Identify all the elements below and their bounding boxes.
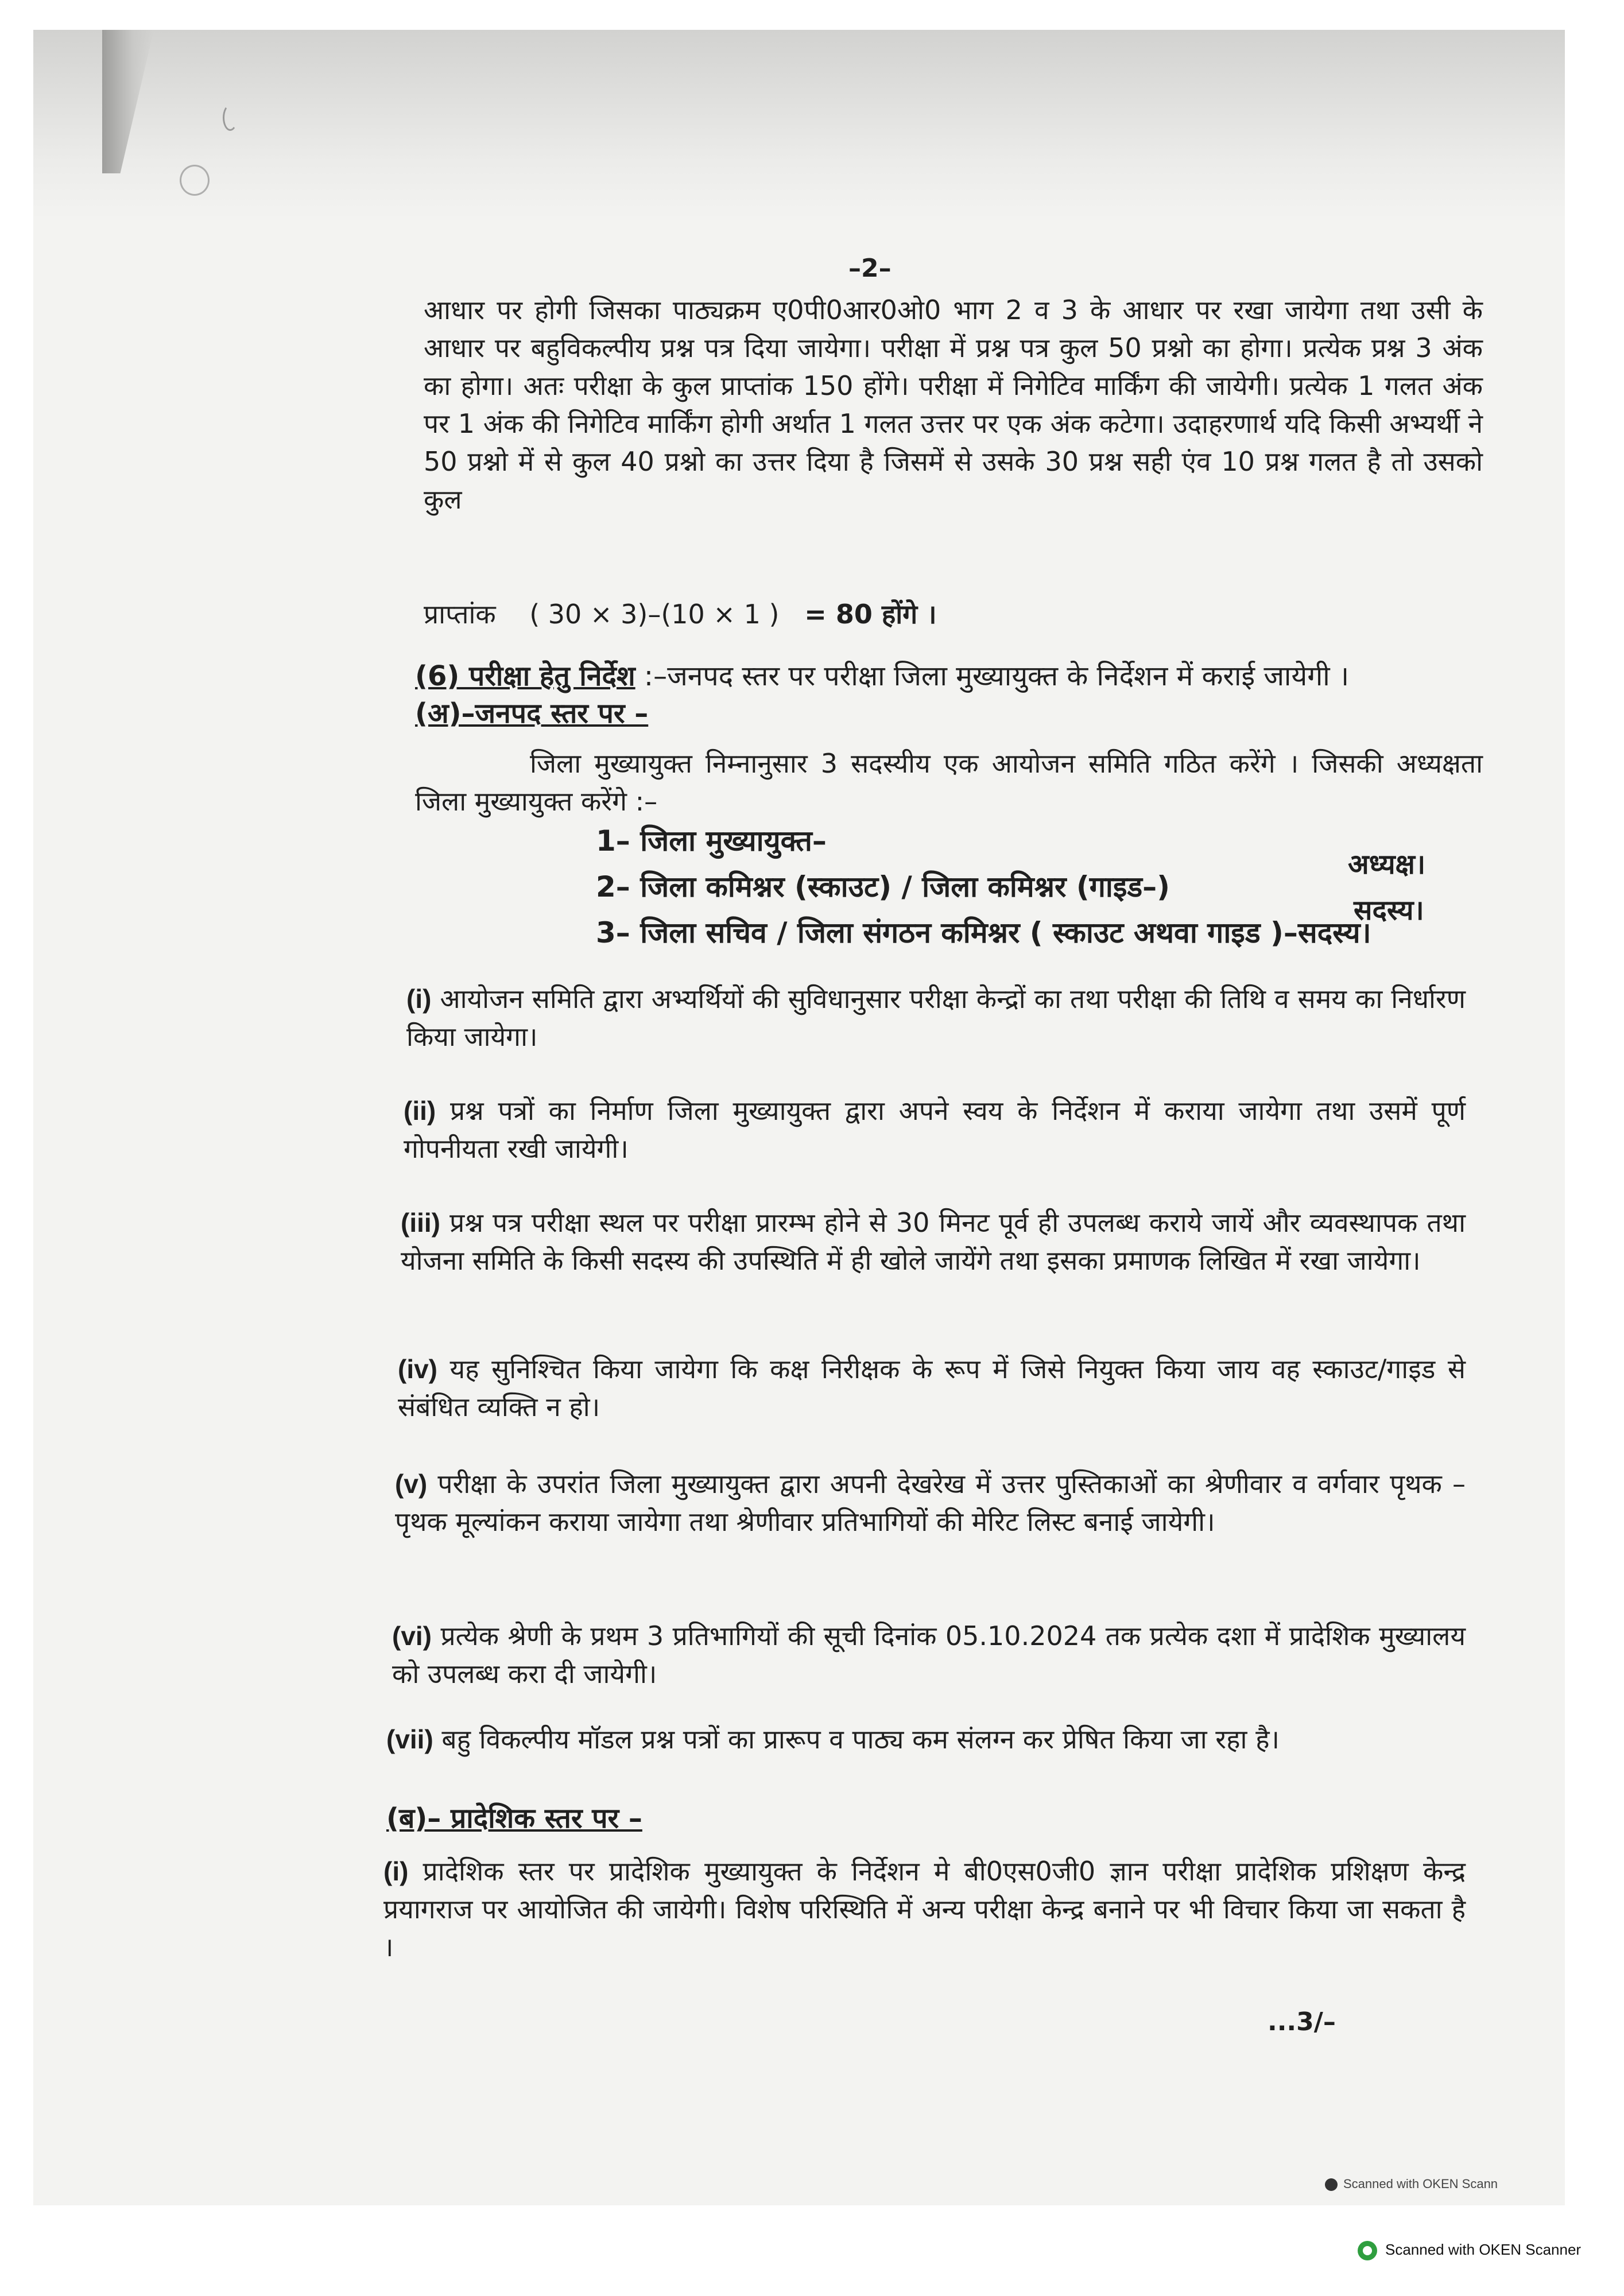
- sub-a-heading-text: (अ)–जनपद स्तर पर –: [415, 697, 649, 730]
- continued-marker: ...3/–: [1268, 2007, 1336, 2037]
- member-1-role: अध्यक्ष।: [1348, 848, 1426, 881]
- clause-vii: [386, 1720, 1466, 1758]
- section-6: [415, 658, 1483, 694]
- score-line: [424, 595, 1342, 633]
- intro-paragraph: आधार पर होगी जिसका पाठ्यक्रम ए0पी0आर0ओ0 भाग 2 व 3 के आधार पर रखा जायेगा तथा उसी के आधार पर बहुविकल्पीय प्रश्न पत्र दिया जायेगा। परीक्षा में प्रश्न पत्र कुल 50 प्रश्नो का होगा। प्रत्येक प्रश्न 3 अंक का होगा। अतः परीक्षा के कुल प्राप्तांक 150 होंगे। परीक्षा में निगेटिव मार्किंग की जायेगी। प्रत्येक 1 गलत अंक पर 1 अंक की निगेटिव मार्किंग होगी अर्थात 1 गलत उत्तर पर एक अंक कटेगा। उदाहरणार्थ यदि किसी अभ्यर्थी ने 50 प्रश्नो में से कुल 40 प्रश्नो का उत्तर दिया है जिसमें से उसके 30 प्रश्न सही एंव 10 प्रश्न गलत है तो उसको कुल: [424, 294, 1483, 515]
- clause-marker: (iii): [401, 1208, 440, 1238]
- score-result: = 80 होंगे ।: [804, 599, 937, 630]
- clause-text: यह सुनिश्चित किया जायेगा कि कक्ष निरीक्षक के रूप में जिसे नियुक्त किया जाय वह स्काउट/गाइड से संबंधित व्यक्ति न हो।: [398, 1353, 1466, 1422]
- clause-marker: (iv): [398, 1354, 437, 1384]
- clause-text: बहु विकल्पीय मॉडल प्रश्न पत्रों का प्रारूप व पाठ्य कम संलग्न कर प्रेषित किया जा रहा है।: [441, 1724, 1280, 1755]
- inner-watermark-text: Scanned with OKEN Scann: [1343, 2177, 1498, 2191]
- member-2-name: 2– जिला कमिश्नर (स्काउट) / जिला कमिश्नर (गाइड–): [596, 870, 1170, 903]
- section-6-heading: (6) परीक्षा हेतु निर्देश: [415, 660, 635, 692]
- footer-watermark-text: Scanned with OKEN Scanner: [1385, 2241, 1582, 2258]
- scanned-page: [33, 30, 1565, 2205]
- clause-text: परीक्षा के उपरांत जिला मुख्यायुक्त द्वारा अपनी देखरेख में उत्तर पुस्तिकाओं का श्रेणीवार व वर्गवार पृथक – पृथक मूल्यांकन कराया जायेगा तथा श्रेणीवार प्रतिभागियों की मेरिट लिस्ट बनाई जायेगी।: [395, 1468, 1466, 1537]
- clause-v: [395, 1465, 1466, 1541]
- committee-intro: जिला मुख्यायुक्त निम्नानुसार 3 सदस्यीय एक आयोजन समिति गठित करेंगे । जिसकी अध्यक्षता जिला मुख्यायुक्त करेंगे :–: [415, 748, 1483, 817]
- member-3-name: 3– जिला सचिव / जिला संगठन कमिश्नर ( स्काउट अथवा गाइड )–सदस्य।: [596, 916, 1371, 949]
- score-label: प्राप्तांक: [424, 599, 496, 630]
- inner-scanner-watermark: [1325, 2177, 1498, 2192]
- scanner-logo-icon: [1325, 2178, 1338, 2191]
- clause-marker: (i): [383, 1856, 409, 1886]
- member-1-name: 1– जिला मुख्यायुक्त–: [596, 824, 827, 858]
- footer-scanner-watermark: [1358, 2241, 1581, 2260]
- sub-b-heading-text: (ब)– प्रादेशिक स्तर पर –: [386, 1802, 642, 1835]
- page-content: [33, 30, 1565, 2205]
- oken-logo-icon: [1358, 2241, 1377, 2260]
- score-formula: ( 30 × 3)–(10 × 1 ): [529, 599, 780, 630]
- clause-marker: (v): [395, 1469, 428, 1499]
- clause-marker: (vi): [392, 1621, 432, 1651]
- clause-marker: (vii): [386, 1724, 433, 1754]
- section-6-text: :–जनपद स्तर पर परीक्षा जिला मुख्यायुक्त के निर्देशन में कराई जायेगी ।: [644, 660, 1350, 692]
- clause-text: आयोजन समिति द्वारा अभ्यर्थियों की सुविधानुसार परीक्षा केन्द्रों का तथा परीक्षा की तिथि व समय का निर्धारण किया जायेगा।: [406, 983, 1466, 1052]
- clause-text: प्रश्न पत्रों का निर्माण जिला मुख्यायुक्त द्वारा अपने स्वय के निर्देशन में कराया जायेगा तथा उसमें पूर्ण गोपनीयता रखी जायेगी।: [404, 1095, 1466, 1164]
- clause-i: [406, 980, 1466, 1056]
- sub-b-heading: [386, 1801, 642, 1836]
- clause-vi: [392, 1617, 1466, 1693]
- clause-ii: [404, 1092, 1466, 1168]
- clause-iv: [398, 1350, 1466, 1426]
- clause-iii: [401, 1204, 1466, 1279]
- clause-b-i: [383, 1852, 1466, 1966]
- clause-marker: (ii): [404, 1096, 436, 1126]
- clause-text: प्रादेशिक स्तर पर प्रादेशिक मुख्यायुक्त के निर्देशन मे बी0एस0जी0 ज्ञान परीक्षा प्रादेशिक प्रशिक्षण केन्द्र प्रयागराज पर आयोजित की जायेगी। विशेष परिस्थिति में अन्य परीक्षा केन्द्र बनाने पर भी विचार किया जा सकता है ।: [383, 1856, 1466, 1963]
- page-number: –2–: [848, 254, 892, 283]
- clause-marker: (i): [406, 984, 432, 1014]
- sub-a-heading: [415, 696, 648, 731]
- clause-text: प्रत्येक श्रेणी के प्रथम 3 प्रतिभागियों की सूची दिनांक 05.10.2024 तक प्रत्येक दशा में प्रादेशिक मुख्यालय को उपलब्ध करा दी जायेगी।: [392, 1620, 1466, 1689]
- clause-text: प्रश्न पत्र परीक्षा स्थल पर परीक्षा प्रारम्भ होने से 30 मिनट पूर्व ही उपलब्ध कराये जायें और व्यवस्थापक तथा योजना समिति के किसी सदस्य की उपस्थिति में ही खोले जायेंगे तथा इसका प्रमाणक लिखित में रखा जायेगा।: [401, 1207, 1466, 1276]
- member-2-role: सदस्य।: [1354, 894, 1424, 926]
